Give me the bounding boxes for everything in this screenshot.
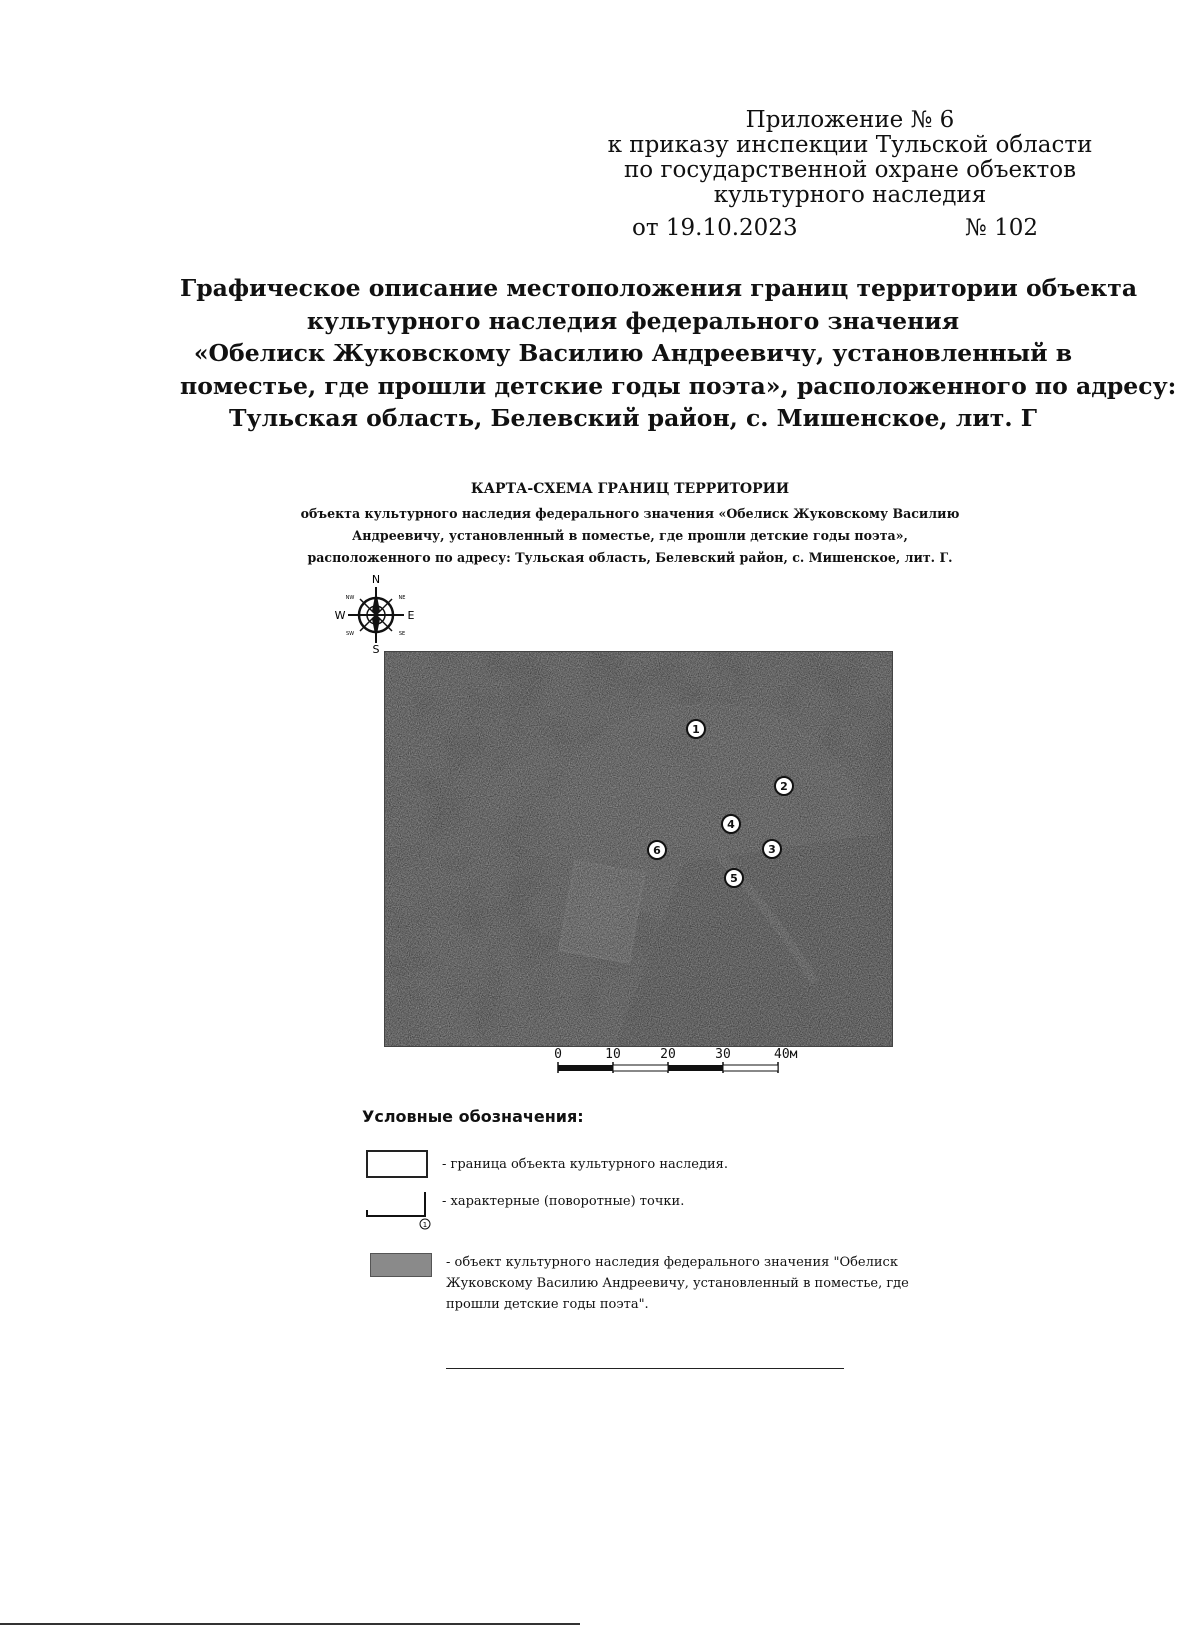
legend-points-symbol	[366, 1190, 432, 1230]
scale-label: 0	[554, 1047, 562, 1062]
appendix-header	[590, 108, 1110, 208]
boundary-point-4	[722, 815, 740, 833]
legend-object-symbol	[370, 1253, 432, 1277]
boundary-point-2	[775, 777, 793, 795]
map-subtitle-line: Андреевичу, установленный в поместье, где прошли детские годы поэта»,	[352, 528, 908, 543]
boundary-point-3	[763, 840, 781, 858]
legend-title: Условные обозначения:	[362, 1107, 584, 1126]
appendix-line: Приложение № 6	[745, 107, 955, 133]
aerial-map-image	[385, 652, 892, 1046]
order-date: от 19.10.2023	[632, 215, 798, 241]
scale-label: 30	[715, 1047, 731, 1062]
appendix-line: к приказу инспекции Тульской области	[607, 132, 1093, 158]
page-bottom-line	[0, 1623, 580, 1625]
map-title: КАРТА-СХЕМА ГРАНИЦ ТЕРРИТОРИИ	[470, 481, 790, 497]
title-line: культурного наследия федерального значения	[306, 306, 960, 335]
compass-s: S	[372, 643, 380, 656]
map-subtitle	[270, 503, 990, 569]
boundary-point-1	[687, 720, 705, 738]
compass-n: N	[371, 573, 381, 586]
boundary-point-label: 1	[692, 723, 700, 736]
boundary-point-label: 3	[768, 843, 776, 856]
title-line: «Обелиск Жуковскому Василию Андреевичу, установленный в	[193, 339, 1073, 367]
map-subtitle-line: объекта культурного наследия федерального значения «Обелиск Жуковскому Василию	[300, 506, 960, 521]
appendix-line: культурного наследия	[713, 182, 987, 208]
boundary-point-label: 6	[653, 844, 661, 857]
scale-bar	[552, 1045, 822, 1077]
appendix-line: по государственной охране объектов	[623, 157, 1077, 183]
legend-boundary-text: - граница объекта культурного наследия.	[442, 1157, 728, 1172]
boundary-point-5	[725, 869, 743, 887]
document-title	[180, 272, 1177, 435]
title-line: Тульская область, Белевский район, с. Мишенское, лит. Г	[229, 404, 1037, 432]
legend-object-text: - объект культурного наследия федерального значения "Обелиск Жуковскому Василию Андреевичу, установленный в поместье, где прошли детские годы поэта".	[446, 1255, 909, 1312]
boundary-point-6	[648, 841, 666, 859]
compass-ne: NE	[398, 595, 406, 601]
legend-boundary-symbol	[366, 1150, 428, 1178]
scale-label: 20	[660, 1047, 676, 1062]
boundary-point-label: 4	[727, 818, 735, 831]
order-number: № 102	[965, 215, 1038, 241]
compass-e: E	[407, 609, 415, 622]
map-subtitle-line: расположенного по адресу: Тульская область, Белевский район, с. Мишенское, лит. Г.	[307, 550, 953, 565]
scale-label: 40м	[774, 1047, 798, 1062]
title-line: поместье, где прошли детские годы поэта», расположенного по адресу:	[180, 371, 1177, 400]
aerial-map	[384, 651, 893, 1047]
footer-divider	[446, 1368, 844, 1369]
compass-se: SE	[398, 631, 406, 637]
boundary-point-label: 2	[780, 780, 788, 793]
compass-sw: SW	[345, 631, 355, 637]
title-line: Графическое описание местоположения границ территории объекта	[180, 274, 1138, 302]
compass-rose-icon	[334, 573, 416, 656]
scale-label: 10	[605, 1047, 621, 1062]
compass-nw: NW	[345, 595, 355, 601]
legend-points-text: - характерные (поворотные) точки.	[442, 1194, 685, 1209]
compass-w: W	[334, 609, 346, 622]
legend-point-marker: 1	[422, 1221, 428, 1229]
boundary-point-label: 5	[730, 872, 738, 885]
